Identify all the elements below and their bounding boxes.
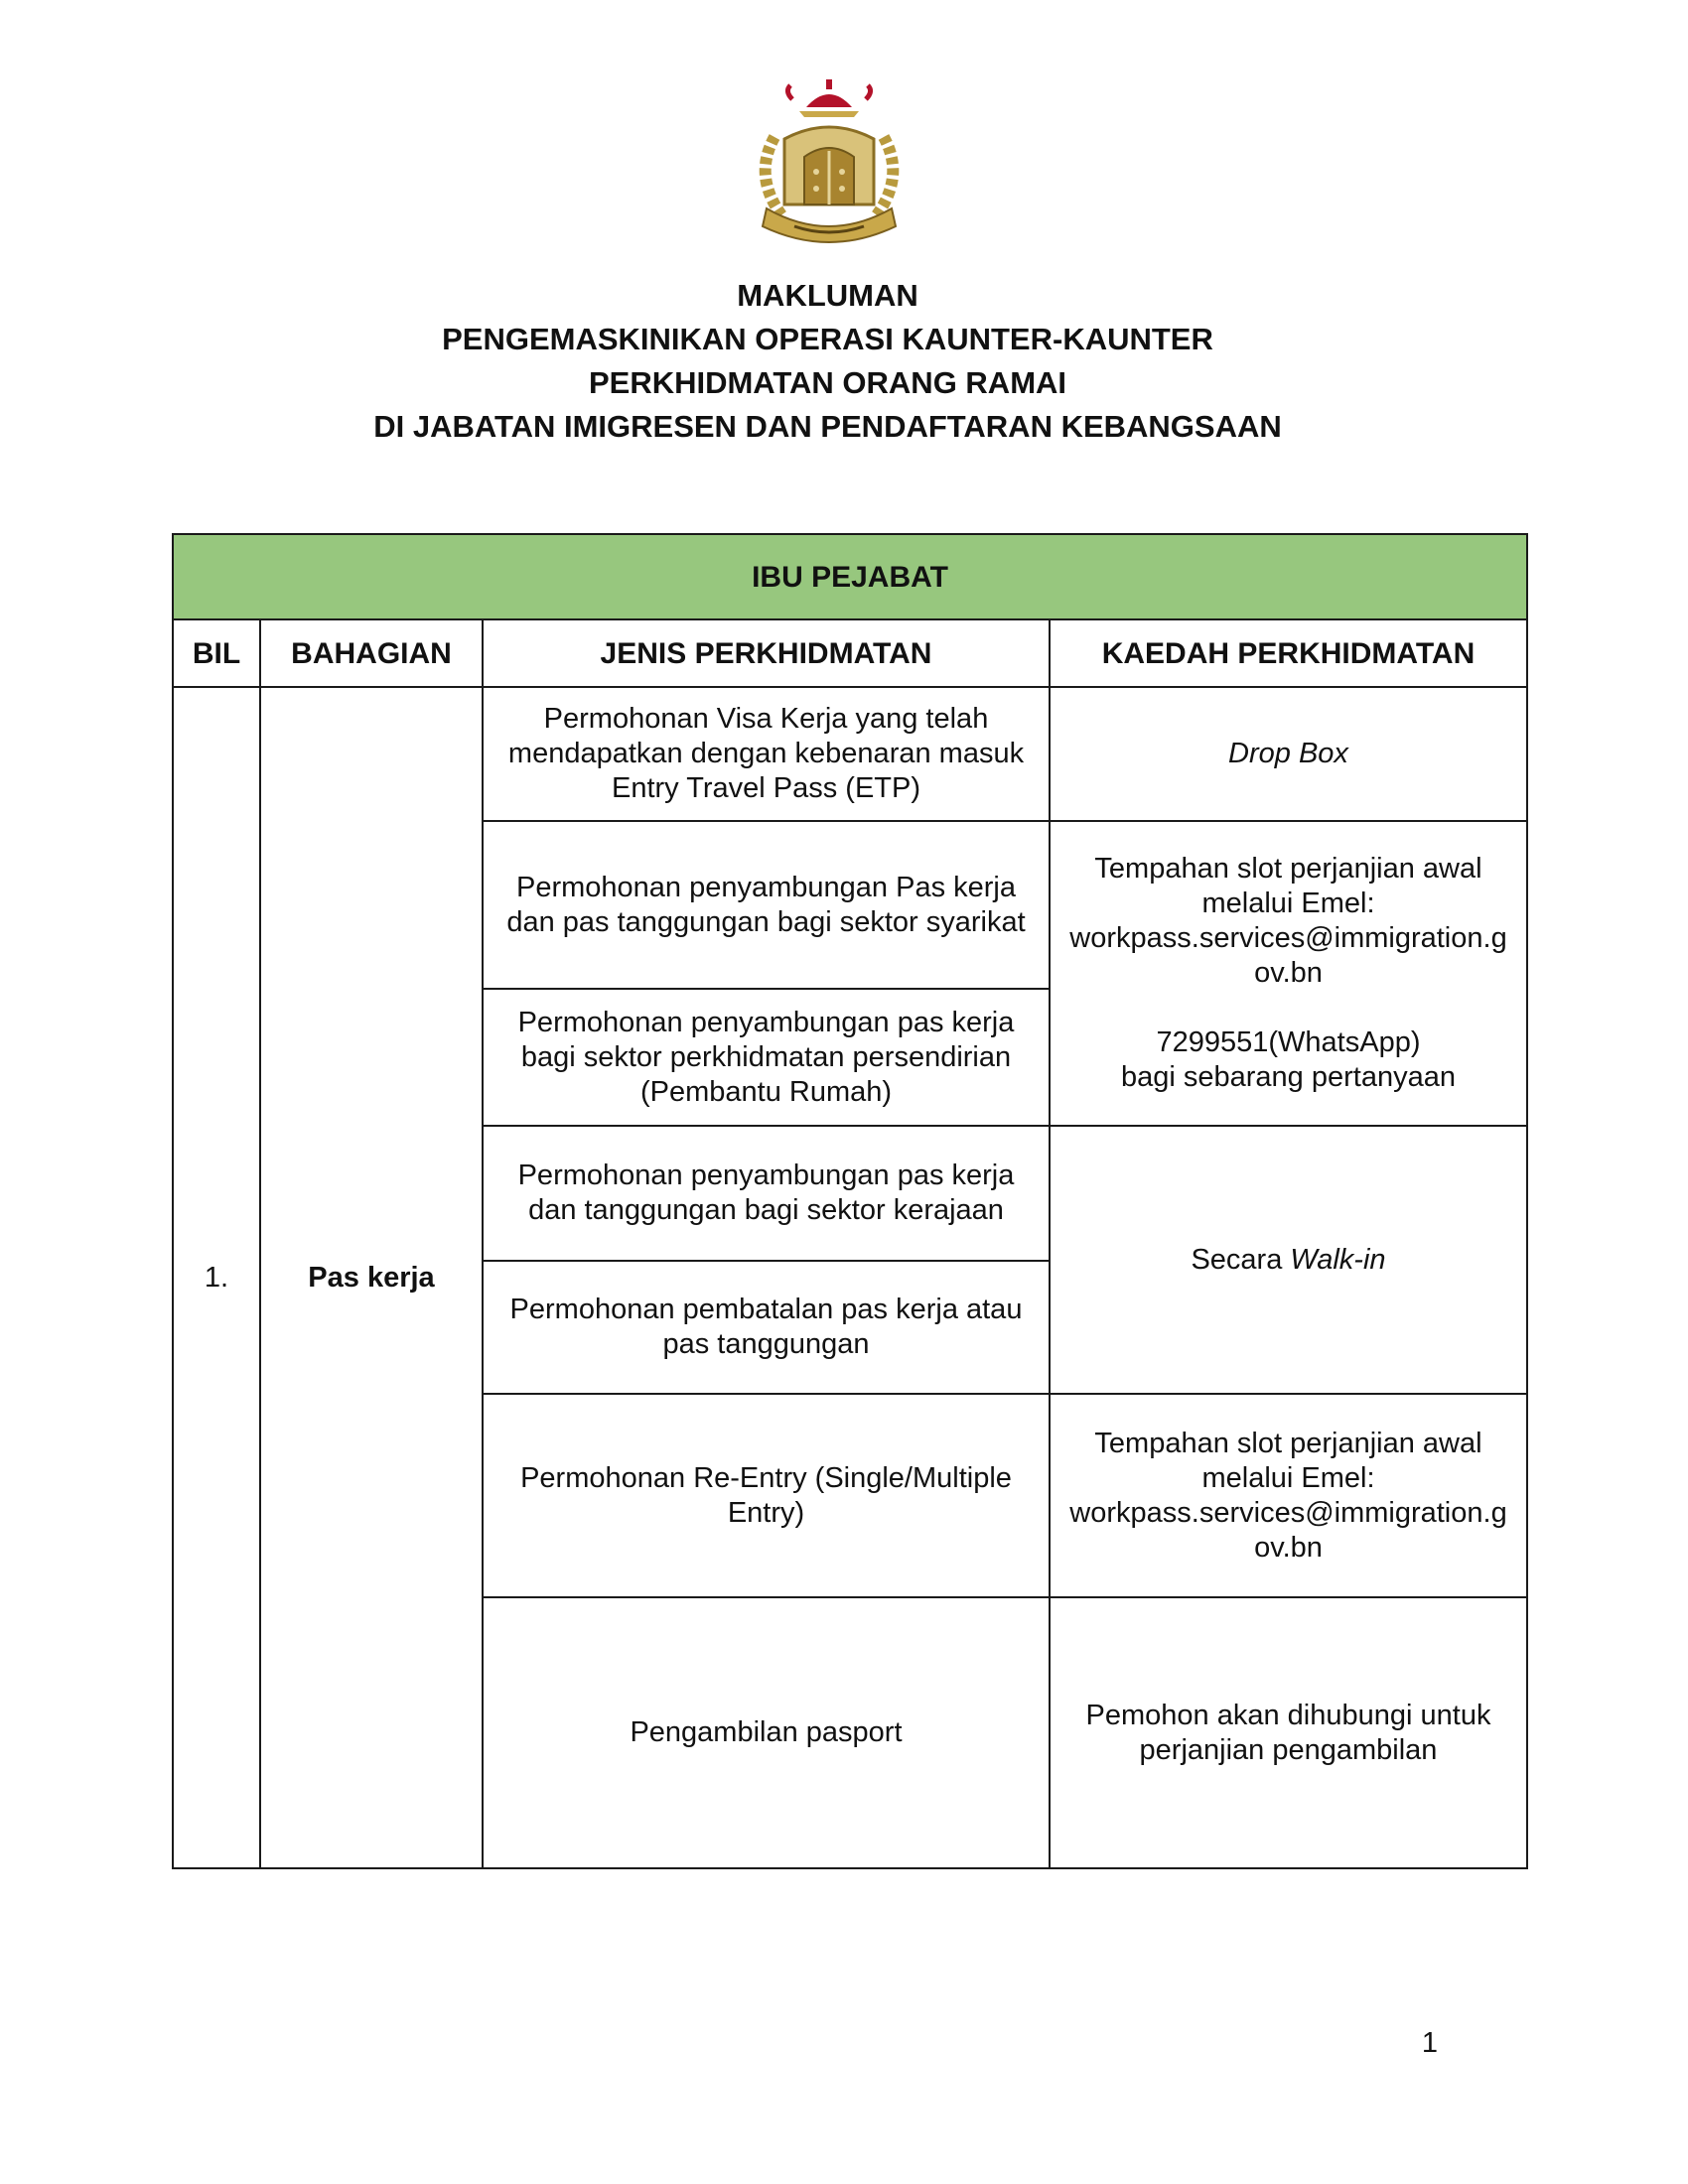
government-crest-icon: [745, 77, 914, 254]
service-cell: Permohonan penyambungan Pas kerja dan pas tanggungan bagi sektor syarikat: [483, 821, 1050, 989]
service-cell: Permohonan penyambungan pas kerja bagi sektor perkhidmatan persendirian (Pembantu Rumah): [483, 989, 1050, 1126]
title-line-1: MAKLUMAN: [737, 278, 918, 313]
service-cell: Permohonan pembatalan pas kerja atau pas tanggungan: [483, 1261, 1050, 1394]
method-cell: [1050, 821, 1527, 1126]
table-row: [173, 687, 1527, 821]
document-title: [0, 274, 1655, 449]
section-name: Pas kerja: [260, 687, 483, 1868]
method-cell: [1050, 1394, 1527, 1597]
method-text: Tempahan slot perjanjian awal melalui Emel:: [1094, 853, 1482, 919]
method-cell: [1050, 1126, 1527, 1394]
office-header: IBU PEJABAT: [173, 534, 1527, 619]
column-header-bahagian: BAHAGIAN: [260, 619, 483, 687]
method-text: Walk-in: [1290, 1243, 1386, 1276]
column-header-kaedah: KAEDAH PERKHIDMATAN: [1050, 619, 1527, 687]
method-email: workpass.services@immigration.gov.bn: [1069, 1496, 1507, 1564]
row-number: 1.: [173, 687, 260, 1868]
title-line-4: DI JABATAN IMIGRESEN DAN PENDAFTARAN KEBANGSAAN: [373, 409, 1282, 444]
service-cell: Permohonan Visa Kerja yang telah mendapatkan dengan kebenaran masuk Entry Travel Pass (ETP): [483, 687, 1050, 821]
services-table: [172, 533, 1528, 1869]
method-whatsapp: 7299551(WhatsApp): [1156, 1026, 1421, 1058]
service-cell: Permohonan penyambungan pas kerja dan tanggungan bagi sektor kerajaan: [483, 1126, 1050, 1261]
title-line-3: PERKHIDMATAN ORANG RAMAI: [588, 365, 1067, 400]
method-text: bagi sebarang pertanyaan: [1121, 1061, 1456, 1093]
method-text: Tempahan slot perjanjian awal melalui Emel:: [1094, 1427, 1482, 1494]
method-text: Secara: [1191, 1243, 1283, 1276]
title-line-2: PENGEMASKINIKAN OPERASI KAUNTER-KAUNTER: [442, 322, 1213, 356]
column-header-jenis: JENIS PERKHIDMATAN: [483, 619, 1050, 687]
page-number: 1: [1421, 2027, 1439, 2059]
service-cell: Permohonan Re-Entry (Single/Multiple Entry): [483, 1394, 1050, 1597]
service-cell: Pengambilan pasport: [483, 1597, 1050, 1868]
method-cell: Drop Box: [1050, 687, 1527, 821]
method-email: workpass.services@immigration.gov.bn: [1069, 922, 1507, 989]
method-cell: Pemohon akan dihubungi untuk perjanjian pengambilan: [1050, 1597, 1527, 1868]
column-header-bil: BIL: [173, 619, 260, 687]
